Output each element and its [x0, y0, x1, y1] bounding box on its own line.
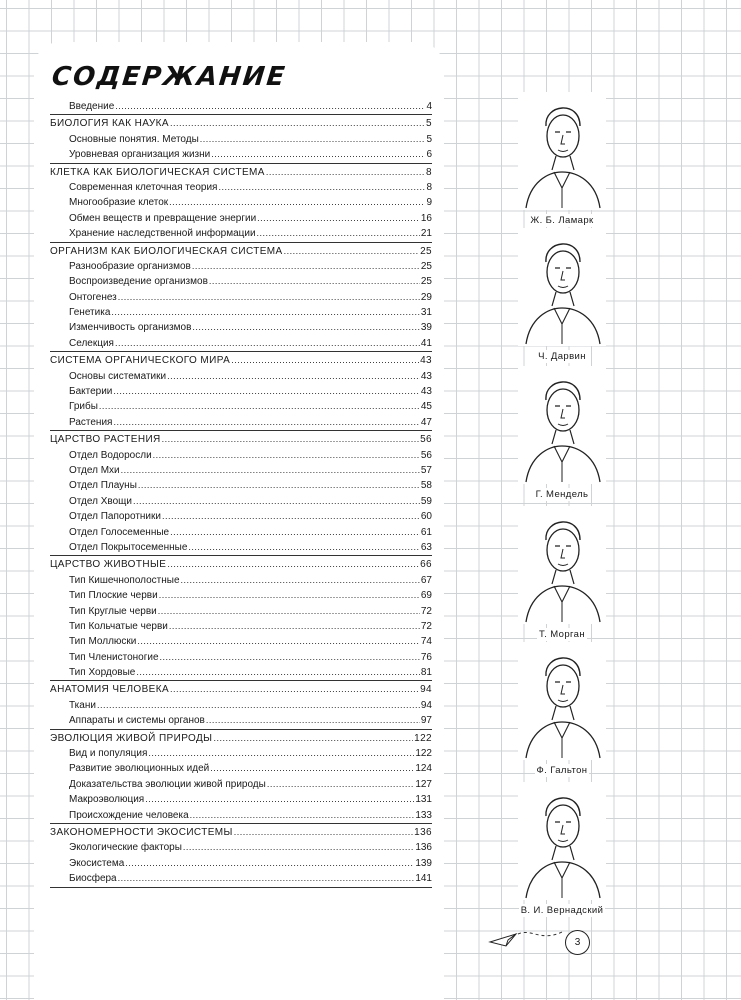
leader-dots	[284, 244, 419, 259]
toc-entry-page: 63	[420, 541, 432, 553]
leader-dots	[113, 415, 419, 430]
toc-entry[interactable]	[50, 713, 432, 728]
toc-entry-label: Тип Членистоногие	[69, 651, 159, 663]
toc-entry-page: 21	[420, 228, 432, 240]
toc-entry[interactable]	[50, 259, 432, 274]
toc-entry-label: Развитие эволюционных идей	[69, 763, 210, 775]
leader-dots	[257, 211, 420, 226]
toc-entry-label: Отдел Покрытосеменные	[69, 541, 188, 553]
toc-section-heading[interactable]	[50, 115, 432, 131]
toc-entry-label: Онтогенез	[69, 291, 117, 303]
leader-dots	[115, 99, 425, 114]
leader-dots	[133, 494, 420, 509]
toc-entry-label: Отдел Голосеменные	[69, 526, 170, 538]
toc-entry-page: 41	[420, 337, 432, 349]
toc-entry-label: Макроэволюция	[69, 794, 145, 806]
toc-entry[interactable]	[50, 147, 432, 162]
page-title: СОДЕРЖАНИЕ	[50, 62, 288, 92]
toc-entry-label: Изменчивость организмов	[69, 322, 192, 334]
toc-entry-label: Введение	[69, 101, 115, 112]
toc-entry-page: 94	[420, 699, 432, 711]
leader-dots	[170, 525, 420, 540]
toc-entry-page: 58	[420, 480, 432, 492]
portrait	[516, 366, 608, 502]
leader-dots	[167, 369, 420, 384]
toc-section	[50, 243, 432, 353]
toc-entry[interactable]	[50, 540, 432, 555]
toc-entry[interactable]	[50, 650, 432, 665]
toc-entry[interactable]	[50, 399, 432, 414]
toc-section-heading[interactable]	[50, 681, 432, 697]
leader-dots	[170, 682, 419, 697]
toc-entry[interactable]	[50, 132, 432, 147]
toc-heading-label: КЛЕТКА КАК БИОЛОГИЧЕСКАЯ СИСТЕМА	[50, 166, 265, 178]
scientist-portrait-sketch	[518, 782, 606, 900]
toc-entry[interactable]	[50, 195, 432, 210]
leader-dots	[138, 478, 420, 493]
portrait	[516, 642, 608, 778]
toc-entry-label: Аппараты и системы органов	[69, 715, 205, 727]
toc-entry-label: Воспроизведение организмов	[69, 276, 208, 288]
toc-entry-page: 60	[420, 511, 432, 523]
toc-entry-page: 76	[420, 651, 432, 663]
toc-entry-label: Отдел Папоротники	[69, 511, 161, 523]
toc-entry-label: Уровневая организация жизни	[69, 149, 211, 161]
leader-dots	[190, 808, 415, 823]
toc-heading-page: 122	[414, 732, 432, 744]
portrait	[516, 506, 608, 642]
scientist-portrait-sketch	[518, 642, 606, 760]
toc-heading-label: ОРГАНИЗМ КАК БИОЛОГИЧЕСКАЯ СИСТЕМА	[50, 245, 283, 257]
leader-dots	[148, 746, 414, 761]
toc-entry[interactable]	[50, 211, 432, 226]
toc-entry-label: Многообразие клеток	[69, 197, 169, 209]
leader-dots	[188, 540, 419, 555]
toc-entry[interactable]	[50, 320, 432, 335]
toc-entry[interactable]	[50, 494, 432, 509]
toc-entry-label: Доказательства эволюции живой природы	[69, 778, 266, 790]
toc-entry[interactable]	[50, 448, 432, 463]
toc-heading-label: ЦАРСТВО ЖИВОТНЫЕ	[50, 559, 167, 571]
toc-entry[interactable]	[50, 384, 432, 399]
toc-entry-label: Генетика	[69, 307, 111, 319]
toc-entry-page: 45	[420, 401, 432, 413]
toc-heading-page: 66	[420, 559, 432, 571]
toc-heading-label: ЗАКОНОМЕРНОСТИ ЭКОСИСТЕМЫ	[50, 826, 233, 838]
toc-entry[interactable]	[50, 274, 432, 289]
leader-dots	[169, 619, 420, 634]
toc-entry-label: Обмен веществ и превращение энергии	[69, 212, 257, 224]
scientist-portrait-sketch	[518, 366, 606, 484]
toc-entry[interactable]	[50, 840, 432, 855]
toc-section	[50, 730, 432, 824]
leader-dots	[231, 353, 419, 368]
leader-dots	[145, 792, 414, 807]
leader-dots	[136, 665, 420, 680]
toc-entry-label: Селекция	[69, 337, 114, 349]
toc-heading-page: 136	[414, 826, 432, 838]
toc-entry-page: 9	[426, 197, 432, 209]
toc-entry-page: 25	[420, 276, 432, 288]
toc-entry[interactable]	[50, 290, 432, 305]
leader-dots	[160, 650, 420, 665]
portrait-caption: Г. Мендель	[535, 489, 589, 500]
toc-entry-page: 31	[420, 307, 432, 319]
toc-section	[50, 681, 432, 729]
leader-dots	[162, 509, 420, 524]
toc-entry-label: Тип Круглые черви	[69, 605, 157, 617]
toc-heading-label: ЭВОЛЮЦИЯ ЖИВОЙ ПРИРОДЫ	[50, 732, 213, 744]
toc-entry-page: 122	[415, 748, 432, 760]
toc-entry-page: 8	[426, 181, 432, 193]
toc-entry[interactable]	[50, 792, 432, 807]
toc-entry-page: 43	[420, 370, 432, 382]
toc-entry[interactable]	[50, 588, 432, 603]
toc-heading-page: 25	[420, 245, 432, 257]
toc-entry-label: Современная клеточная теория	[69, 181, 218, 193]
toc-entry-page: 69	[420, 590, 432, 602]
toc-entry[interactable]	[50, 761, 432, 776]
leader-dots	[99, 399, 420, 414]
toc-heading-page: 5	[426, 118, 432, 130]
toc-heading-page: 94	[420, 684, 432, 696]
leader-dots	[209, 274, 420, 289]
leader-dots	[218, 180, 425, 195]
toc-entry[interactable]	[50, 573, 432, 588]
toc-section	[50, 115, 432, 163]
toc-section-heading[interactable]	[50, 730, 432, 746]
toc-section-heading[interactable]	[50, 352, 432, 368]
toc-heading-page: 43	[420, 355, 432, 367]
toc-entry[interactable]	[50, 871, 432, 886]
toc-entry-page: 127	[415, 778, 432, 790]
toc-intro	[50, 99, 432, 115]
toc-entry-page: 141	[415, 873, 432, 885]
leader-dots	[181, 573, 420, 588]
toc-entry[interactable]	[50, 226, 432, 241]
toc-section-heading[interactable]	[50, 556, 432, 572]
toc-entry-page: 5	[426, 133, 432, 145]
toc-entry[interactable]	[50, 634, 432, 649]
leader-dots	[213, 731, 413, 746]
leader-dots	[170, 116, 425, 131]
leader-dots	[125, 856, 414, 871]
leader-dots	[97, 698, 420, 713]
toc-entry[interactable]	[50, 619, 432, 634]
toc-section-heading[interactable]	[50, 164, 432, 180]
toc-entry[interactable]	[50, 415, 432, 430]
toc-entry[interactable]	[50, 665, 432, 680]
leader-dots	[111, 305, 419, 320]
toc-section	[50, 431, 432, 556]
leader-dots	[234, 825, 413, 840]
toc-section	[50, 556, 432, 681]
toc-entry-label: Грибы	[69, 401, 98, 413]
leader-dots	[210, 761, 414, 776]
toc-entry-label: Происхождение человека	[69, 809, 189, 821]
leader-dots	[118, 290, 420, 305]
toc-entry-label: Отдел Плауны	[69, 480, 137, 492]
toc-heading-page: 8	[426, 166, 432, 178]
toc-heading-label: ЦАРСТВО РАСТЕНИЯ	[50, 434, 161, 446]
toc-section	[50, 352, 432, 431]
toc-entry-label: Тип Моллюски	[69, 636, 137, 648]
portrait-caption: Т. Морган	[538, 629, 585, 640]
toc-entry-page: 47	[420, 416, 432, 428]
toc-entry-page: 81	[420, 667, 432, 679]
paper-plane-icon	[486, 920, 566, 956]
toc-entry[interactable]	[50, 525, 432, 540]
page-number: 3	[565, 930, 590, 955]
toc-entry-label: Тип Кишечнополостные	[69, 574, 180, 586]
toc-entry[interactable]	[50, 509, 432, 524]
toc-entry[interactable]	[50, 305, 432, 320]
leader-dots	[121, 463, 420, 478]
toc-entry-label: Отдел Водоросли	[69, 449, 152, 461]
leader-dots	[206, 713, 420, 728]
toc-entry-page: 43	[420, 386, 432, 398]
toc-entry-page: 97	[420, 715, 432, 727]
toc-entry[interactable]	[50, 369, 432, 384]
toc-entry-label: Основы систематики	[69, 370, 167, 382]
toc-section-heading[interactable]	[50, 243, 432, 259]
toc-entry-label: Тип Хордовые	[69, 667, 136, 679]
toc-entry[interactable]	[50, 604, 432, 619]
toc-entry[interactable]	[50, 463, 432, 478]
toc-entry-page: 124	[415, 763, 432, 775]
toc-entry-page: 67	[420, 574, 432, 586]
toc-entry-label: Ткани	[69, 699, 96, 711]
toc-heading-page: 56	[420, 434, 432, 446]
leader-dots	[153, 448, 420, 463]
toc-entry-page: 16	[420, 212, 432, 224]
toc-entry-page: 136	[415, 842, 432, 854]
scientist-portrait-sketch	[518, 92, 606, 210]
toc-entry-page: 131	[415, 794, 432, 806]
scientist-portrait-sketch	[518, 228, 606, 346]
toc-entry-page: 74	[420, 636, 432, 648]
toc-section-heading[interactable]	[50, 824, 432, 840]
toc-entry[interactable]	[50, 698, 432, 713]
leader-dots	[118, 871, 415, 886]
portrait-caption: В. И. Вернадский	[520, 905, 604, 916]
toc-entry[interactable]	[50, 808, 432, 823]
table-of-contents	[50, 99, 432, 888]
leader-dots	[137, 634, 420, 649]
toc-section	[50, 824, 432, 888]
leader-dots	[200, 132, 426, 147]
toc-entry-page: 133	[415, 809, 432, 821]
portrait-caption: Ф. Гальтон	[536, 765, 588, 776]
toc-entry-label: Тип Плоские черви	[69, 590, 158, 602]
toc-entry[interactable]	[50, 746, 432, 761]
leader-dots	[115, 336, 420, 351]
toc-entry-page: 56	[420, 449, 432, 461]
toc-entry-page: 6	[426, 149, 432, 161]
portrait	[516, 228, 608, 364]
toc-entry-label: Разнообразие организмов	[69, 260, 191, 272]
toc-entry-label: Экосистема	[69, 857, 125, 869]
toc-entry-label: Хранение наследственной информации	[69, 228, 256, 240]
leader-dots	[169, 195, 425, 210]
toc-heading-label: БИОЛОГИЯ КАК НАУКА	[50, 118, 169, 130]
portrait-caption: Ч. Дарвин	[538, 351, 586, 362]
portrait	[516, 92, 608, 228]
toc-heading-label: СИСТЕМА ОРГАНИЧЕСКОГО МИРА	[50, 355, 231, 367]
toc-entry-label: Тип Кольчатые черви	[69, 620, 168, 632]
toc-entry-intro[interactable]	[50, 99, 432, 114]
toc-entry-page: 29	[420, 291, 432, 303]
leader-dots	[192, 320, 419, 335]
toc-entry[interactable]	[50, 777, 432, 792]
toc-entry-label: Экологические факторы	[69, 842, 182, 854]
toc-section-heading[interactable]	[50, 431, 432, 447]
toc-entry-label: Вид и популяция	[69, 748, 148, 760]
toc-entry-label: Биосфера	[69, 873, 117, 885]
toc-entry-label: Отдел Мхи	[69, 464, 120, 476]
toc-entry[interactable]	[50, 478, 432, 493]
toc-heading-label: АНАТОМИЯ ЧЕЛОВЕКА	[50, 684, 170, 696]
toc-entry-page: 39	[420, 322, 432, 334]
leader-dots	[183, 840, 414, 855]
toc-entry-page: 4	[426, 101, 432, 112]
toc-entry-page: 25	[420, 260, 432, 272]
portrait	[516, 782, 608, 918]
toc-section	[50, 164, 432, 243]
toc-entry[interactable]	[50, 336, 432, 351]
toc-entry-label: Отдел Хвощи	[69, 495, 132, 507]
toc-entry-page: 61	[420, 526, 432, 538]
leader-dots	[211, 147, 425, 162]
leader-dots	[162, 432, 419, 447]
leader-dots	[266, 165, 425, 180]
leader-dots	[158, 604, 420, 619]
toc-entry-label: Бактерии	[69, 386, 113, 398]
toc-entry-label: Растения	[69, 416, 113, 428]
toc-entry-page: 59	[420, 495, 432, 507]
toc-entry-page: 139	[415, 857, 432, 869]
leader-dots	[167, 557, 419, 572]
toc-entry-page: 72	[420, 605, 432, 617]
scientist-portrait-sketch	[518, 506, 606, 624]
toc-entry-label: Основные понятия. Методы	[69, 133, 199, 145]
leader-dots	[267, 777, 414, 792]
leader-dots	[257, 226, 420, 241]
leader-dots	[113, 384, 420, 399]
portrait-caption: Ж. Б. Ламарк	[530, 215, 594, 226]
leader-dots	[159, 588, 420, 603]
toc-entry[interactable]	[50, 856, 432, 871]
toc-entry[interactable]	[50, 180, 432, 195]
leader-dots	[192, 259, 420, 274]
toc-entry-page: 57	[420, 464, 432, 476]
toc-entry-page: 72	[420, 620, 432, 632]
